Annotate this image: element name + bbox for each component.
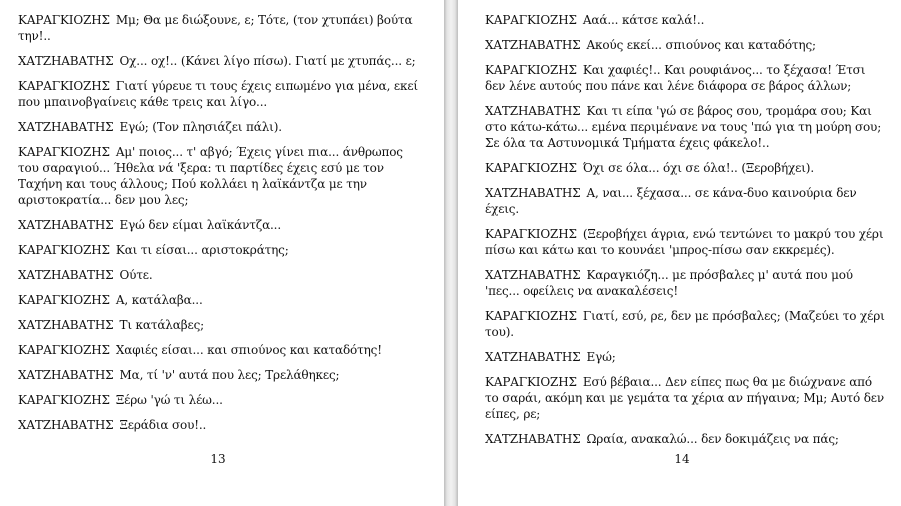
dialogue-text: Γιατί, εσύ, ρε, δεν με πρόσβαλες; (Μαζεύει το χέρι του). [485,309,885,339]
speaker-name: ΧΑΤΖΗΑΒΑΤΗΣ [18,54,114,68]
dialogue-text: Και χαφιές!.. Και ρουφιάνος... το ξέχασα! Έτσι δεν λένε αυτούς που πάνε και λένε διάφορα σε βάρος άλλων; [485,63,866,93]
speaker-name: ΚΑΡΑΓΚΙΟΖΗΣ [18,145,110,159]
speaker-name: ΧΑΤΖΗΑΒΑΤΗΣ [485,38,581,52]
dialogue-line [18,267,422,283]
dialogue-line [18,392,422,408]
dialogue-line [485,185,889,217]
dialogue-text: Εσύ βέβαια... Δεν είπες πως θα με διώχνανε από το σαράι, ακόμη και με γεμάτα τα χέρια αν πήγαινα; Μμ; Αυτό δεν είπες, ρε; [485,375,885,421]
dialogue-line [485,267,889,299]
dialogue-line [18,217,422,233]
dialogue-line [18,342,422,358]
dialogue-text: Μα, τί 'ν' αυτά που λες; Τρελάθηκες; [119,368,340,382]
dialogue-text: Ωραία, ανακαλώ... δεν δοκιμάζεις να πάς; [586,432,839,446]
dialogue-line [18,367,422,383]
dialogue-text: Ααά... κάτσε καλά!.. [582,13,705,27]
dialogue-text: Καραγκιόζη... με πρόσβαλες μ' αυτά που μού 'πες... οφείλεις να ανακαλέσεις! [485,268,853,298]
speaker-name: ΧΑΤΖΗΑΒΑΤΗΣ [485,186,581,200]
speaker-name: ΧΑΤΖΗΑΒΑΤΗΣ [485,268,581,282]
dialogue-line [485,37,889,53]
page-number: 14 [674,452,690,466]
dialogue-text: Α, ναι... ξέχασα... σε κάνα-δυο καινούρια δεν έχεις. [485,186,857,216]
speaker-name: ΧΑΤΖΗΑΒΑΤΗΣ [485,432,581,446]
speaker-name: ΚΑΡΑΓΚΙΟΖΗΣ [485,13,577,27]
speaker-name: ΚΑΡΑΓΚΙΟΖΗΣ [485,161,577,175]
dialogue-line [485,160,889,176]
dialogue-text: Ξεράδια σου!.. [119,418,207,432]
dialogue-line [485,374,889,422]
dialogue-line [485,12,889,28]
dialogue-text: Χαφιές είσαι... και σπιούνος και καταδότης! [115,343,382,357]
dialogue-text: Ξέρω 'γώ τι λέω... [115,393,223,407]
dialogue-text: Εγώ; [586,350,616,364]
page-left [0,0,444,506]
dialogue-line [18,53,422,69]
dialogue-line [18,417,422,433]
page-right [458,0,901,506]
dialogue-text: Ακούς εκεί... σπιούνος και καταδότης; [586,38,816,52]
speaker-name: ΚΑΡΑΓΚΙΟΖΗΣ [18,393,110,407]
dialogue-text: Αμ' ποιος... τ' αβγό; Έχεις γίνει πια... άνθρωπος του σαραγιού... Ήθελα νά 'ξερα: τι παρτίδες έχεις εσύ με τον Ταχήνη και τους άλλους; Πού κολλάει η λαϊκάντζα με την αριστοκρατία... δεν μου λες; [18,145,403,207]
speaker-name: ΚΑΡΑΓΚΙΟΖΗΣ [485,63,577,77]
dialogue-text: Εγώ δεν είμαι λαϊκάντζα... [119,218,282,232]
speaker-name: ΧΑΤΖΗΑΒΑΤΗΣ [18,218,114,232]
dialogue-text: Εγώ; (Τον πλησιάζει πάλι). [119,120,282,134]
page-content [485,12,889,456]
speaker-name: ΚΑΡΑΓΚΙΟΖΗΣ [485,227,577,241]
dialogue-text: Όχι σε όλα... όχι σε όλα!.. (Ξεροβήχει). [582,161,814,175]
dialogue-text: Μμ; Θα με διώξουνε, ε; Τότε, (τον χτυπάει) βούτα την!.. [18,13,413,43]
speaker-name: ΚΑΡΑΓΚΙΟΖΗΣ [485,309,577,323]
dialogue-line [18,12,422,44]
dialogue-line [485,103,889,151]
speaker-name: ΧΑΤΖΗΑΒΑΤΗΣ [18,418,114,432]
dialogue-line [485,431,889,447]
dialogue-text: Οχ... οχ!.. (Κάνει λίγο πίσω). Γιατί με χτυπάς... ε; [119,54,416,68]
speaker-name: ΧΑΤΖΗΑΒΑΤΗΣ [18,318,114,332]
dialogue-text: (Ξεροβήχει άγρια, ενώ τεντώνει το μακρύ του χέρι πίσω και κάτω και το κουνάει 'μπρος-πίσω σαν εκκρεμές). [485,227,884,257]
speaker-name: ΚΑΡΑΓΚΙΟΖΗΣ [18,293,110,307]
page-content [18,12,422,442]
dialogue-text: Ούτε. [119,268,153,282]
speaker-name: ΚΑΡΑΓΚΙΟΖΗΣ [18,79,110,93]
page-number: 13 [210,452,226,466]
dialogue-line [485,349,889,365]
dialogue-line [18,144,422,208]
dialogue-line [18,317,422,333]
dialogue-line [485,308,889,340]
dialogue-line [18,242,422,258]
speaker-name: ΧΑΤΖΗΑΒΑΤΗΣ [485,350,581,364]
speaker-name: ΧΑΤΖΗΑΒΑΤΗΣ [485,104,581,118]
dialogue-text: Και τι είσαι... αριστοκράτης; [115,243,289,257]
dialogue-text: Α, κατάλαβα... [115,293,203,307]
speaker-name: ΚΑΡΑΓΚΙΟΖΗΣ [18,243,110,257]
dialogue-text: Και τι είπα 'γώ σε βάρος σου, τρομάρα σου; Και στο κάτω-κάτω... εμένα περιμένανε να τους 'πώ για τη μούρη σου; Σε όλα τα Αστυνομικά Τμήματα έχεις φάκελο!.. [485,104,882,150]
dialogue-text: Γιατί γύρευε τι τους έχεις ειπωμένο για μένα, εκεί που μπαινοβγαίνεις κάθε τρεις και λίγο... [18,79,418,109]
speaker-name: ΧΑΤΖΗΑΒΑΤΗΣ [18,120,114,134]
dialogue-line [18,119,422,135]
dialogue-line [18,292,422,308]
speaker-name: ΧΑΤΖΗΑΒΑΤΗΣ [18,368,114,382]
dialogue-line [485,226,889,258]
speaker-name: ΚΑΡΑΓΚΙΟΖΗΣ [18,13,110,27]
speaker-name: ΚΑΡΑΓΚΙΟΖΗΣ [18,343,110,357]
dialogue-text: Τι κατάλαβες; [119,318,205,332]
speaker-name: ΚΑΡΑΓΚΙΟΖΗΣ [485,375,577,389]
dialogue-line [18,78,422,110]
dialogue-line [485,62,889,94]
page-gutter [444,0,458,506]
speaker-name: ΧΑΤΖΗΑΒΑΤΗΣ [18,268,114,282]
